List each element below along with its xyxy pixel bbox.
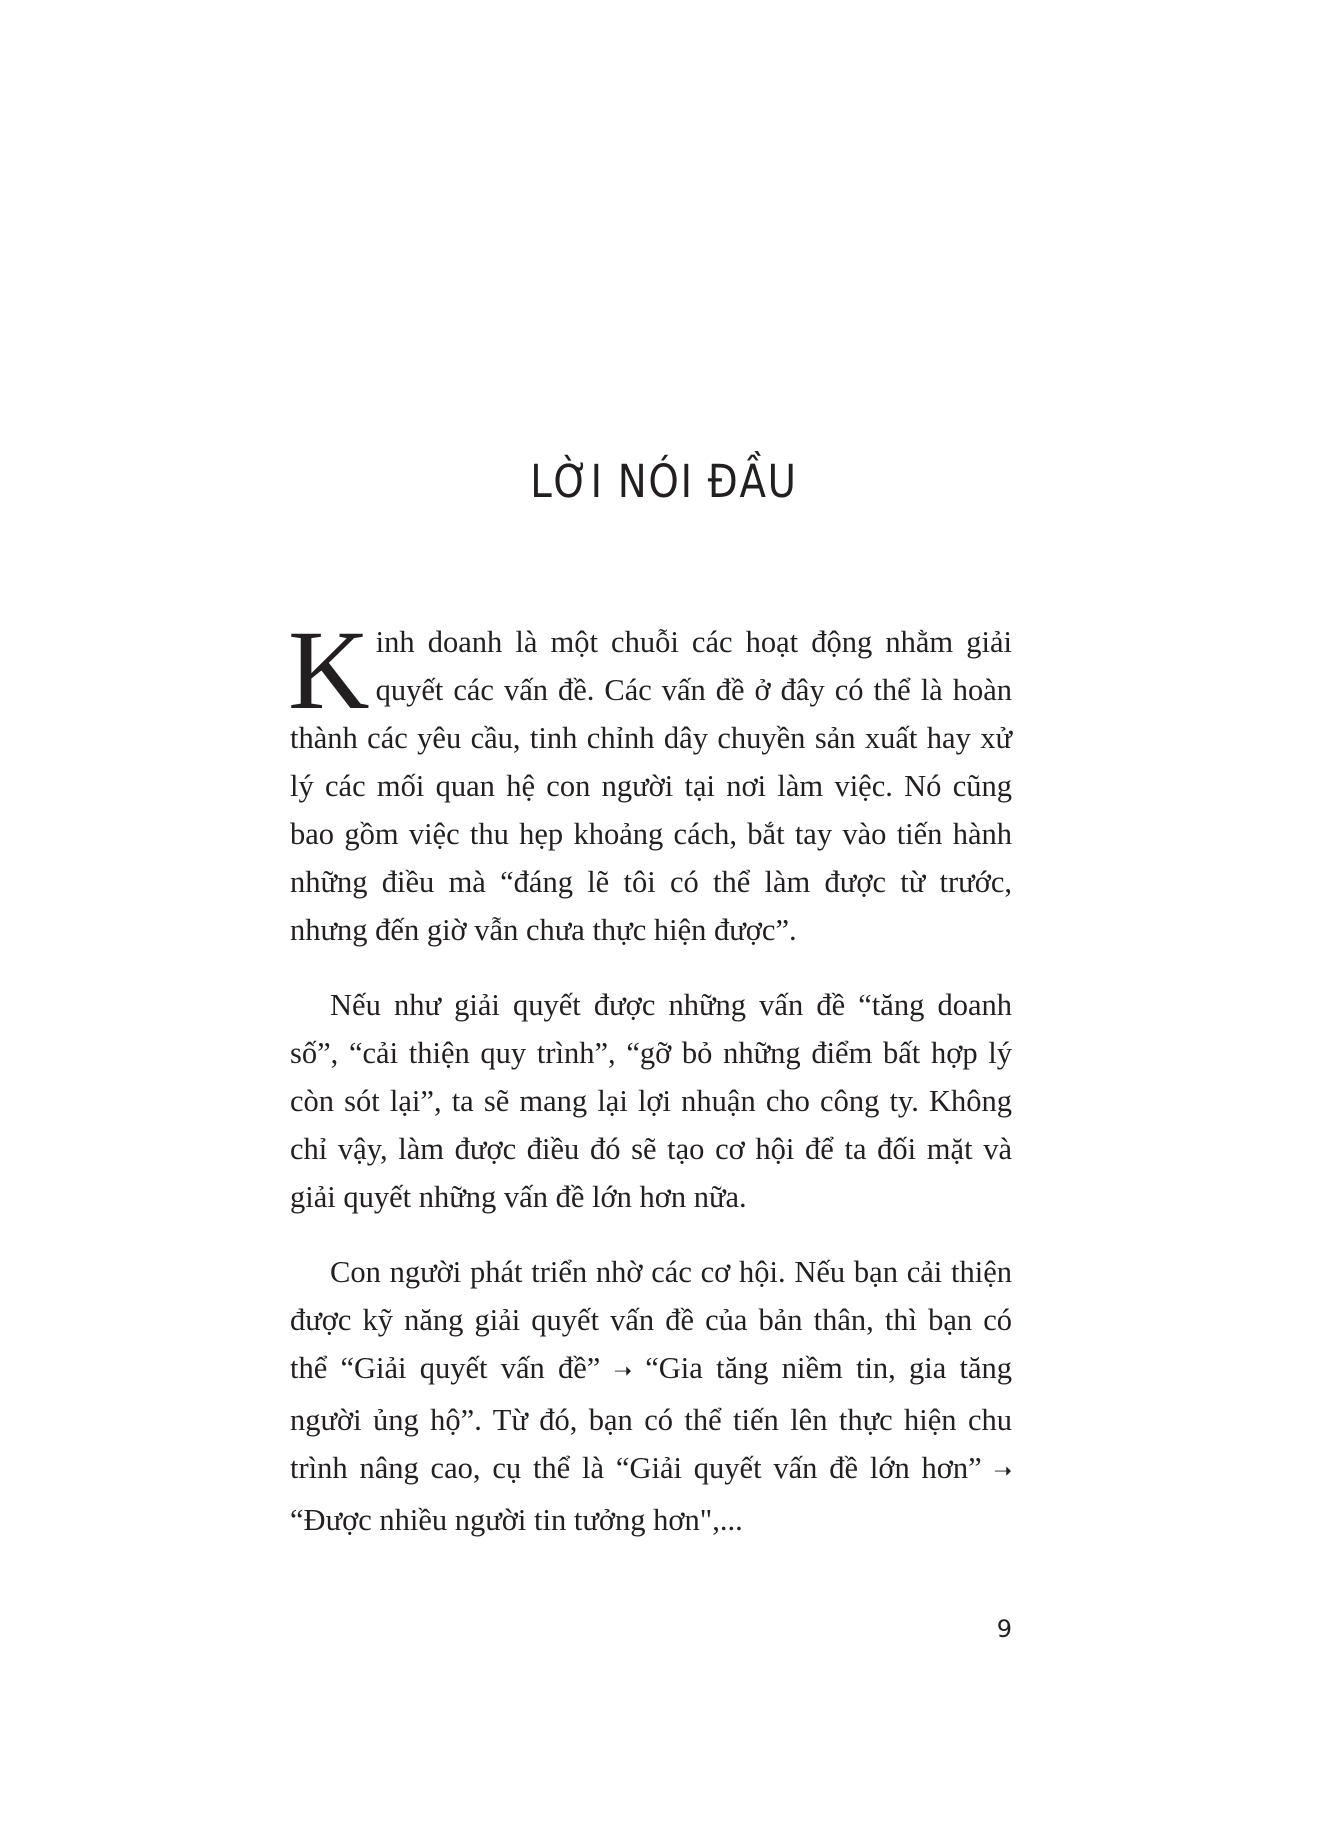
page-number: 9 bbox=[996, 1615, 1012, 1643]
paragraph-3-part-3: “Được nhiều người tin tưởng hơn",... bbox=[290, 1503, 743, 1537]
paragraph-2: Nếu như giải quyết được những vấn đề “tăng doanh số”, “cải thiện quy trình”, “gỡ bỏ những điểm bất hợp lý còn sót lại”, ta sẽ mang lại lợi nhuận cho công ty. Không chỉ vậy, làm được điều đó sẽ tạo cơ hội để ta đối mặt và giải quyết những vấn đề lớn hơn nữa. bbox=[290, 988, 1012, 1214]
paragraph-1-text: inh doanh là một chuỗi các hoạt động nhằm giải quyết các vấn đề. Các vấn đề ở đây có thể là hoàn thành các yêu cầu, tinh chỉnh dây chuyền sản xuất hay xử lý các mối quan hệ con người tại nơi làm việc. Nó cũng bao gồm việc thu hẹp khoảng cách, bắt tay vào tiến hành những điều mà “đáng lẽ tôi có thể làm được từ trước, nhưng đến giờ vẫn chưa thực hiện được”. bbox=[290, 625, 1012, 947]
paragraph-3 bbox=[290, 1248, 1012, 1544]
right-arrow-icon: ➝ bbox=[993, 1459, 1013, 1484]
right-arrow-icon: ➝ bbox=[613, 1359, 632, 1384]
drop-cap: K bbox=[288, 608, 370, 733]
paragraph-3-part-2: “Gia tăng niềm tin, gia tăng người ủng hộ”. Từ đó, bạn có thể tiến lên thực hiện chu trình nâng cao, cụ thể là “Giải quyết vấn đề lớn hơn” bbox=[290, 1351, 1013, 1485]
paragraph-1 bbox=[288, 608, 1012, 954]
chapter-heading: LỜI NÓI ĐẦU bbox=[530, 455, 798, 508]
paragraph-3-part-1: Con người phát triển nhờ các cơ hội. Nếu bạn cải thiện được kỹ năng giải quyết vấn đề của bản thân, thì bạn có thể “Giải quyết vấn đề” bbox=[290, 1255, 1012, 1385]
body-text bbox=[288, 608, 1013, 1544]
